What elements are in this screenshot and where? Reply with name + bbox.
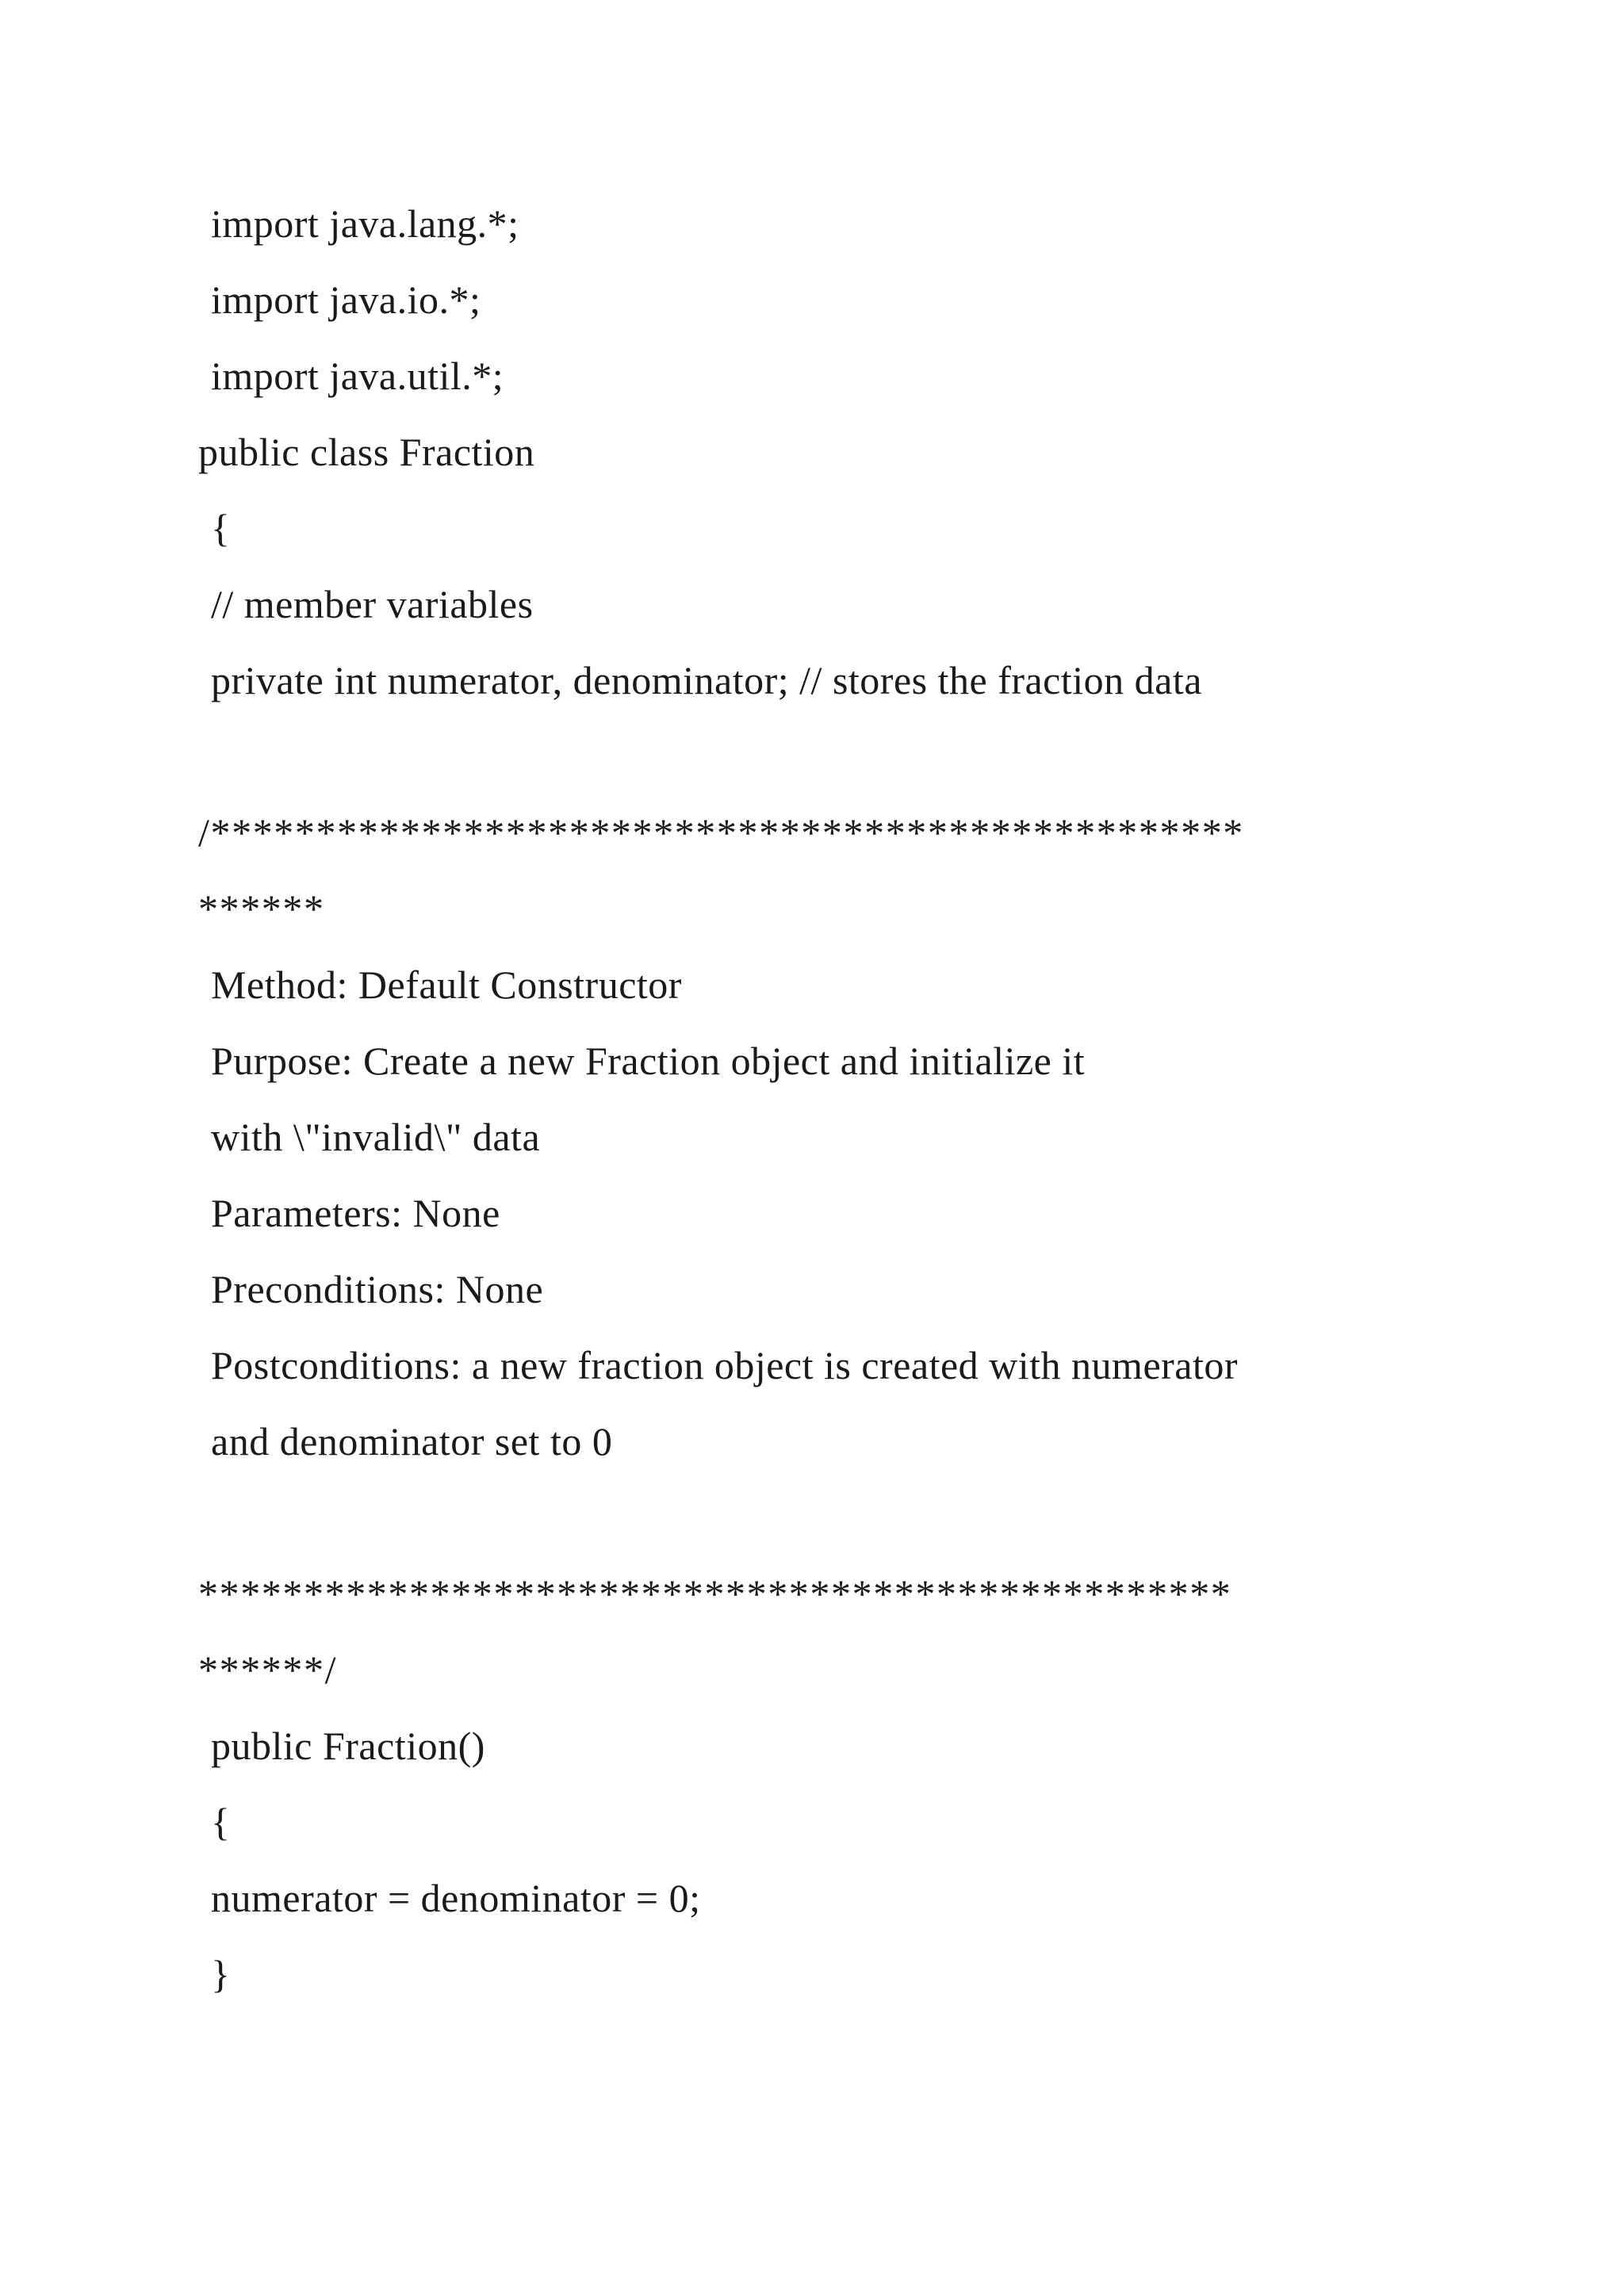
code-line-member-declaration: private int numerator, denominator; // stores the fraction data bbox=[211, 658, 1202, 702]
comment-banner-bottom: ************************************************* bbox=[198, 1571, 1232, 1616]
comment-banner-top: /************************************************* bbox=[198, 810, 1244, 855]
code-line-member-comment: // member variables bbox=[211, 582, 534, 626]
comment-postconditions: Postconditions: a new fraction object is created with numerator bbox=[211, 1343, 1239, 1387]
comment-parameters: Parameters: None bbox=[211, 1191, 500, 1235]
code-line-constructor-body: numerator = denominator = 0; bbox=[211, 1876, 701, 1920]
code-line-constructor-open-brace: { bbox=[211, 1800, 231, 1844]
comment-postconditions-continued: and denominator set to 0 bbox=[211, 1419, 613, 1464]
comment-banner-top-continued: ****** bbox=[198, 886, 325, 931]
comment-method: Method: Default Constructor bbox=[211, 962, 682, 1007]
code-line-class-declaration: public class Fraction bbox=[198, 430, 535, 474]
comment-purpose: Purpose: Create a new Fraction object and initialize it bbox=[211, 1039, 1086, 1083]
code-line-import-util: import java.util.*; bbox=[211, 354, 504, 398]
code-line-constructor-signature: public Fraction() bbox=[211, 1724, 485, 1768]
comment-banner-bottom-continued: ******/ bbox=[198, 1647, 338, 1692]
comment-preconditions: Preconditions: None bbox=[211, 1267, 544, 1311]
code-line-open-brace: { bbox=[211, 506, 231, 550]
code-line-constructor-close-brace: } bbox=[211, 1952, 231, 1996]
comment-purpose-continued: with \"invalid\" data bbox=[211, 1115, 541, 1159]
code-line-import-lang: import java.lang.*; bbox=[211, 201, 519, 246]
code-line-import-io: import java.io.*; bbox=[211, 277, 481, 322]
